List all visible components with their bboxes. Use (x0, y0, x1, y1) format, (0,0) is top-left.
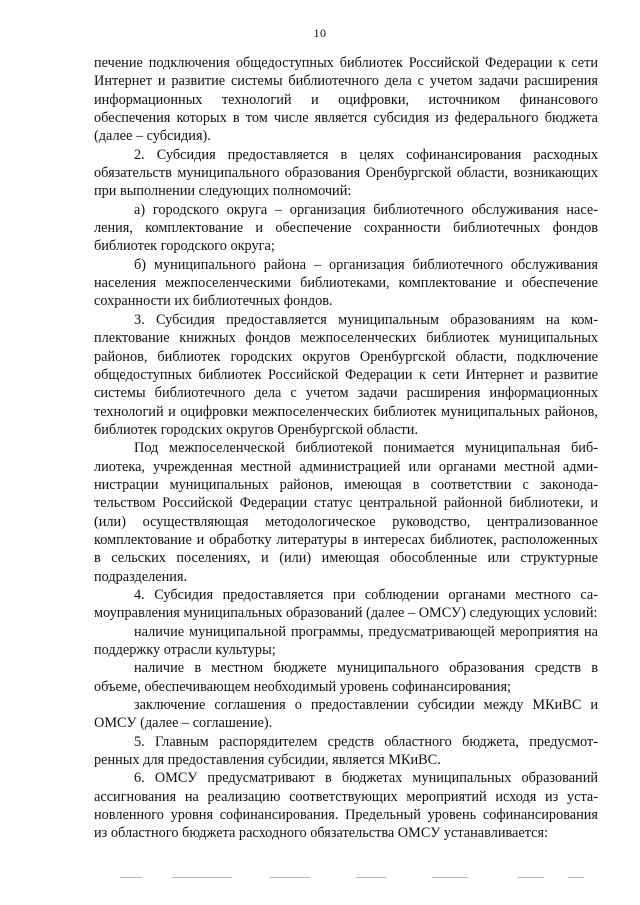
paragraph-4-conditions: 4. Субсидия предоставляется при соблюдении органами местного самоуправления муниципальных образований (далее – ОМСУ) следующих условий: (94, 586, 598, 622)
paragraph-condition-budget: наличие в местном бюджете муниципального образования средств в объеме, обеспечивающем необходимый уровень софинансирования; (94, 660, 598, 695)
paragraph-3-recipients: 3. Субсидия предоставляется муниципальным образованиям на комплектование книжных фондов межпоселенческих библиотек муниципальных районов, библиотек городских округов Оренбургской области, подключение общедоступных библиотек Российской Федерации к сети Интернет и развитие системы библиотечного дела с учетом задачи расширения информационных технологий и оцифровки межпоселенческих библиотек муниципальных районов, библиотек городских округов Оренбургской области. (94, 311, 598, 438)
paragraph-2a-city-district: а) городского округа – организация библиотечного обслуживания населения, комплектование и обеспечение сохранности библиотечных фондов библиотек городского округа; (94, 201, 598, 255)
scan-footer-marks (120, 877, 590, 881)
scan-mark (568, 877, 584, 878)
document-body (94, 54, 598, 843)
scan-mark (432, 877, 468, 878)
scan-mark (172, 877, 232, 878)
scan-mark (270, 877, 310, 878)
paragraph-2-purpose: 2. Субсидия предоставляется в целях софинансирования расходных обязательств муниципального образования Оренбургской области, возникающих при выполнении следующих полномочий: (94, 146, 598, 200)
scan-mark (120, 877, 142, 878)
paragraph-2b-municipal-district: б) муниципального района – организация библиотечного обслуживания населения межпоселенческими библиотеками, комплектование и обеспечение сохранности их библиотечных фондов. (94, 256, 598, 310)
scan-mark (518, 877, 544, 878)
paragraph-6-cofinancing: 6. ОМСУ предусматривают в бюджетах муниципальных образований ассигнования на реализацию соответствующих мероприятий исходя из установленного уровня софинансирования. Предельный уровень софинансирования из областного бюджета расходного обязательства ОМСУ устанавливается: (94, 770, 598, 842)
page-number: 10 (313, 26, 327, 40)
paragraph-condition-program: наличие муниципальной программы, предусматривающей мероприятия на поддержку отрасли культуры; (94, 623, 598, 658)
paragraph-condition-agreement: заключение соглашения о предоставлении субсидии между МКиВС и ОМСУ (далее – соглашение). (94, 697, 598, 732)
scan-mark (356, 877, 386, 878)
paragraph-5-chief-manager: 5. Главным распорядителем средств областного бюджета, предусмотренных для предоставления субсидии, является МКиВС. (94, 733, 598, 769)
paragraph-interdistrict-library-definition: Под межпоселенческой библиотекой понимается муниципальная библиотека, учрежденная местной администрацией или органами местной администрации муниципальных районов, имеющая в соответствии с законодательством Российской Федерации статус центральной районной библиотеки, и (или) осуществляющая методологическое руководство, централизованное комплектование и обработку литературы в интересах библиотек, расположенных в сельских поселениях, и (или) имеющая обособленные или структурные подразделения. (94, 440, 598, 585)
paragraph-continuation: печение подключения общедоступных библиотек Российской Федерации к сети Интернет и развитие системы библиотечного дела с учетом задачи расширения информационных технологий и оцифровки, источником финансового обеспечения которых в том числе является субсидия из федерального бюджета (далее – субсидия). (94, 55, 598, 145)
